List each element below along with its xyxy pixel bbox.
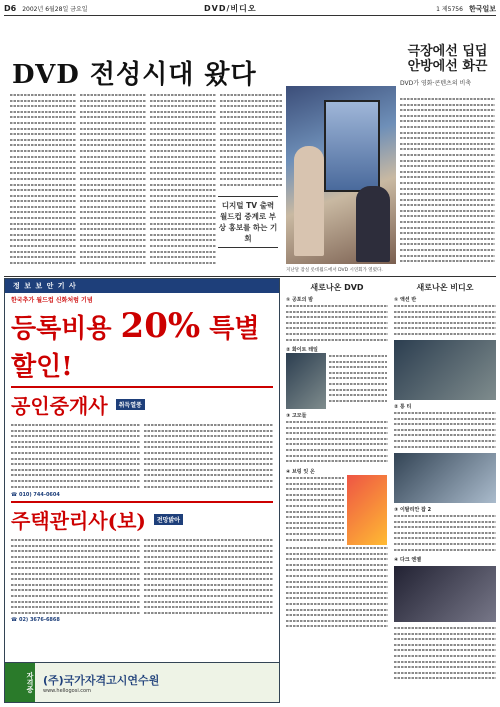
ad-block-title: 공인중개사 bbox=[11, 394, 108, 418]
ad-block-housing bbox=[11, 501, 273, 623]
video-still-image bbox=[394, 566, 496, 622]
ad-text bbox=[144, 422, 273, 492]
advertisement bbox=[4, 278, 280, 703]
section-divider bbox=[4, 276, 496, 277]
article-subhead: 극장에선 딥딥 안방에선 화끈 bbox=[407, 44, 488, 74]
article-col-right bbox=[400, 96, 495, 266]
ad-discount-percent: 20% bbox=[120, 306, 201, 346]
ad-top-banner: 정 보 보 안 기 사 bbox=[5, 279, 279, 293]
review-text bbox=[394, 410, 496, 450]
ad-phone: ☎ 010) 744-0604 bbox=[11, 492, 60, 498]
review-text bbox=[394, 625, 496, 685]
article-col-2 bbox=[80, 92, 146, 270]
review-text bbox=[394, 513, 496, 553]
review-item: ① 공포의 밤 bbox=[286, 297, 314, 303]
ad-block-tag: 취득열풍 bbox=[116, 399, 145, 410]
page-header bbox=[4, 2, 496, 16]
dvd-cover-image bbox=[286, 353, 326, 409]
ad-footer bbox=[5, 662, 279, 702]
ad-promo: 한국추가 월드컵 신화처럼 기념 bbox=[11, 297, 93, 304]
ad-block-broker bbox=[11, 386, 273, 498]
person-shape bbox=[294, 146, 324, 256]
article-col-4 bbox=[220, 92, 282, 192]
reviews-dvd bbox=[286, 282, 388, 685]
article-col-3 bbox=[150, 92, 216, 270]
video-still-image bbox=[394, 340, 496, 400]
ad-text bbox=[144, 537, 273, 617]
article-col-1 bbox=[10, 92, 76, 270]
review-text bbox=[286, 475, 344, 545]
photo-caption: 지난달 잠실 롯데월드에서 DVD 시연회가 열렸다. bbox=[286, 268, 383, 273]
ad-discount-tail: 특별할인! bbox=[11, 314, 260, 382]
review-item: ③ 이탈리안 잡 2 bbox=[394, 507, 432, 513]
issue-date: 2002년 6월28일 금요일 bbox=[22, 6, 88, 13]
reviews-section bbox=[286, 282, 496, 703]
review-text bbox=[329, 353, 387, 409]
dvd-cover-image bbox=[347, 475, 387, 545]
ad-footer-url[interactable]: www.hellogosi.com bbox=[43, 687, 91, 694]
ad-footer-side: 자격증 bbox=[5, 663, 35, 702]
pull-quote: 디지털 TV 출력 월드컵 중계로 부상 홍보를 하는 기회 bbox=[218, 196, 278, 248]
ad-text bbox=[11, 537, 140, 617]
article-photo bbox=[286, 86, 396, 264]
review-item: ② 화이트 테일 bbox=[286, 347, 318, 353]
review-text bbox=[286, 303, 388, 343]
ad-block-title: 주택관리사(보) bbox=[11, 509, 146, 533]
tv-screen-shape bbox=[324, 100, 380, 192]
ad-phone: ☎ 02) 3676-6868 bbox=[11, 617, 60, 623]
issue-number: 1 제5756 bbox=[436, 6, 463, 13]
review-item: ④ 다크 엔젤 bbox=[394, 557, 422, 563]
reviews-video-title: 새로나온 비디오 bbox=[416, 283, 474, 292]
review-item: ③ 고모들 bbox=[286, 413, 307, 419]
page-number: D6 bbox=[4, 4, 17, 13]
ad-footer-org: (주)국가자격고시연수원 bbox=[43, 673, 160, 687]
video-still-image bbox=[394, 453, 496, 503]
person-shape bbox=[356, 186, 390, 262]
article-headline: DVD 전성시대 왔다 bbox=[12, 60, 257, 90]
ad-discount bbox=[5, 306, 279, 383]
review-text bbox=[286, 545, 388, 635]
ad-text bbox=[11, 422, 140, 492]
reviews-dvd-title: 새로나온 DVD bbox=[310, 283, 364, 292]
ad-discount-label: 등록비용 bbox=[11, 314, 112, 344]
review-item: ② 롱 티 bbox=[394, 404, 412, 410]
review-text bbox=[286, 419, 388, 465]
review-item: ④ 브링 잇 온 bbox=[286, 469, 315, 475]
reviews-video bbox=[394, 282, 496, 685]
publication-name: 한국일보 bbox=[468, 3, 496, 13]
review-text bbox=[394, 303, 496, 337]
ad-block-tag: 전망밝아 bbox=[154, 514, 183, 525]
section-title: DVD/비디오 bbox=[204, 4, 257, 13]
review-item: ① 액션 반 bbox=[394, 297, 417, 303]
article-byline: DVD가 영화·콘텐츠의 비축 bbox=[400, 80, 472, 87]
